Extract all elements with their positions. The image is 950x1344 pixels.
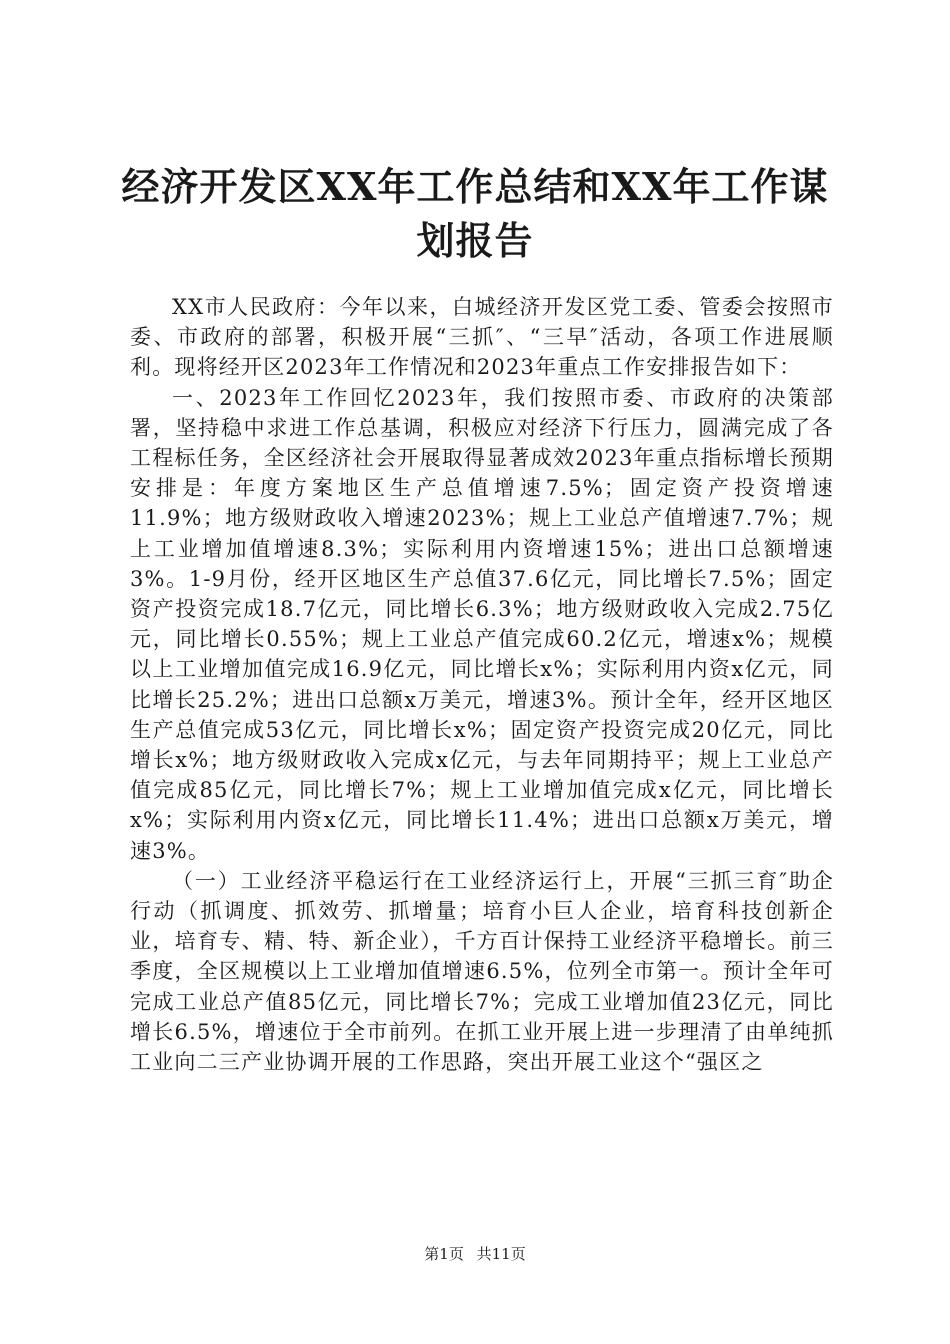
paragraph-intro: XX市人民政府：今年以来，白城经济开发区党工委、管委会按照市委、市政府的部署，积极开展“三抓″、“三早″活动，各项工作进展顺利。现将经开区2023年工作情况和2023年重点工作安排报告如下： — [130, 295, 834, 380]
page-number: 第1页 — [424, 1245, 464, 1263]
page-footer — [0, 1244, 950, 1264]
document-body — [130, 292, 834, 1077]
paragraph-review: 一、2023年工作回忆2023年，我们按照市委、市政府的决策部署，坚持稳中求进工作总基调，积极应对经济下行压力，圆满完成了各工程标任务，全区经济社会开展取得显著成效2023年重点指标增长预期安排是：年度方案地区生产总值增速7.5%；固定资产投资增速11.9%；地方级财政收入增速2023%；规上工业总产值增速7.7%；规上工业增加值增速8.3%；实际利用内资增速15%；进出口总额增速3%。1-9月份，经开区地区生产总值37.6亿元，同比增长7.5%；固定资产投资完成18.7亿元，同比增长6.3%；地方级财政收入完成2.75亿元，同比增长0.55%；规上工业总产值完成60.2亿元，增速x%；规模以上工业增加值完成16.9亿元，同比增长x%；实际利用内资x亿元，同比增长25.2%；进出口总额x万美元，增速3%。预计全年，经开区地区生产总值完成53亿元，同比增长x%；固定资产投资完成20亿元，同比增长x%；地方级财政收入完成x亿元，与去年同期持平；规上工业总产值完成85亿元，同比增长7%；规上工业增加值完成x亿元，同比增长x%；实际利用内资x亿元，同比增长11.4%；进出口总额x万美元，增速3%。 — [130, 385, 834, 863]
page-total: 共11页 — [476, 1245, 526, 1263]
document-title: 经济开发区XX年工作总结和XX年工作谋划报告 — [121, 164, 829, 263]
paragraph-industry: （一）工业经济平稳运行在工业经济运行上，开展“三抓三育″助企行动（抓调度、抓效劳、抓增量；培育小巨人企业，培育科技创新企业，培育专、精、特、新企业），千方百计保持工业经济平稳增长。前三季度，全区规模以上工业增加值增速6.5%，位列全市第一。预计全年可完成工业总产值85亿元，同比增长7%；完成工业增加值23亿元，同比增长6.5%，增速位于全市前列。在抓工业开展上进一步理清了由单纯抓工业向二三产业协调开展的工作思路，突出开展工业这个“强区之 — [130, 868, 834, 1075]
